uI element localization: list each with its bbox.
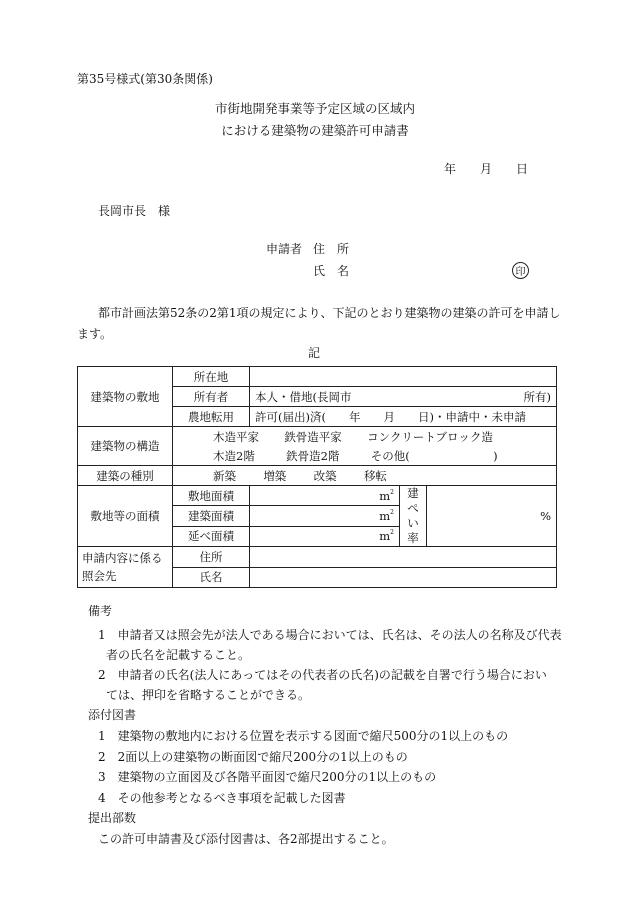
structure-steel-two: 鉄骨造2階 bbox=[286, 448, 340, 463]
type-rebuild: 改築 bbox=[313, 468, 337, 483]
title-line-2: における建築物の建築許可申請書 bbox=[221, 123, 409, 138]
building-area-unit: m bbox=[379, 508, 391, 523]
farmland-value[interactable]: 許可(届出)済( 年 月 日)・申請中・未申請 bbox=[250, 407, 557, 427]
site-area-value[interactable] bbox=[250, 486, 400, 506]
building-area-label: 建築面積 bbox=[173, 506, 250, 526]
contact-header-line-2: 照会先 bbox=[82, 569, 117, 583]
date-day: 日 bbox=[516, 162, 529, 176]
structure-concrete-block: コンクリートブロック造 bbox=[367, 429, 493, 444]
notes-heading: 備考 bbox=[88, 604, 113, 618]
intro-line-1: 都市計画法第52条の2第1項の規定により、下記のとおり建築物の建築の許可を申請し bbox=[98, 306, 561, 320]
addressee: 長岡市長 様 bbox=[98, 204, 171, 218]
applicant-name-label: 氏 名 bbox=[313, 264, 350, 278]
structure-row-1[interactable] bbox=[173, 427, 557, 447]
floor-area-label: 延べ面積 bbox=[173, 526, 250, 546]
type-extension: 増築 bbox=[263, 468, 287, 483]
floor-area-unit: m bbox=[379, 529, 391, 544]
application-table bbox=[77, 366, 557, 588]
structure-wood-single: 木造平家 bbox=[213, 429, 259, 444]
structure-steel-single: 鉄骨造平家 bbox=[284, 429, 342, 444]
note-1-line-2: 者の氏名を記載すること。 bbox=[106, 648, 251, 662]
farmland-label: 農地転用 bbox=[173, 407, 250, 427]
floor-area-unit-sup: 2 bbox=[390, 529, 394, 537]
intro-line-2: ます。 bbox=[77, 327, 113, 341]
owner-value-right: 所有) bbox=[523, 389, 552, 404]
structure-row-2[interactable] bbox=[173, 446, 557, 466]
structure-other-close: ) bbox=[493, 448, 498, 463]
seal-mark: 印 bbox=[512, 262, 529, 279]
applicant-label: 申請者 bbox=[266, 242, 303, 256]
form-number: 第35号様式(第30条関係) bbox=[77, 72, 213, 86]
ki-label: 記 bbox=[308, 346, 321, 360]
note-2-line-1: 2 申請者の氏名(法人にあってはその代表者の氏名)の記載を自署で行う場合におい bbox=[98, 668, 547, 682]
type-new: 新築 bbox=[213, 468, 236, 483]
coverage-value[interactable]: % bbox=[427, 486, 557, 547]
note-1-line-1: 1 申請者又は照会先が法人である場合においては、氏名は、その法人の名称及び代表 bbox=[98, 628, 562, 642]
owner-value-left: 本人・借地(長岡市 bbox=[255, 389, 352, 404]
applicant-address-label: 住 所 bbox=[313, 242, 350, 256]
type-relocation: 移転 bbox=[363, 468, 387, 483]
owner-value[interactable] bbox=[250, 387, 557, 407]
site-area-unit: m bbox=[379, 488, 391, 503]
contact-name-value[interactable] bbox=[250, 567, 557, 588]
contact-address-label: 住所 bbox=[173, 547, 250, 568]
contact-header-line-1: 申請内容に係る bbox=[82, 551, 163, 565]
contact-header bbox=[78, 547, 173, 588]
site-area-label: 敷地面積 bbox=[173, 486, 250, 506]
floor-area-value[interactable] bbox=[250, 526, 400, 546]
copies-text: この許可申請書及び添付図書は、各2部提出すること。 bbox=[98, 832, 394, 846]
attachment-item-1: 1 建築物の敷地内における位置を表示する図面で縮尺500分の1以上のもの bbox=[98, 729, 509, 743]
contact-name-label: 氏名 bbox=[173, 567, 250, 588]
attachment-item-4: 4 その他参考となるべき事項を記載した図書 bbox=[98, 791, 346, 805]
date-month: 月 bbox=[480, 162, 493, 176]
attachment-item-2: 2 2面以上の建築物の断面図で縮尺200分の1以上のもの bbox=[98, 750, 408, 764]
title-line-1: 市街地開発事業等予定区域の区域内 bbox=[214, 101, 415, 116]
site-header: 建築物の敷地 bbox=[78, 367, 173, 427]
structure-header: 建築物の構造 bbox=[78, 427, 173, 466]
structure-wood-two: 木造2階 bbox=[213, 448, 255, 463]
type-header: 建築の種別 bbox=[78, 466, 173, 486]
location-label: 所在地 bbox=[173, 367, 250, 387]
contact-address-value[interactable] bbox=[250, 547, 557, 568]
location-value[interactable] bbox=[250, 367, 557, 387]
structure-other: その他( bbox=[370, 448, 410, 463]
owner-label: 所有者 bbox=[173, 387, 250, 407]
note-2-line-2: ては、押印を省略することができる。 bbox=[106, 688, 311, 702]
attachments-heading: 添付図書 bbox=[88, 708, 137, 722]
attachment-item-3: 3 建築物の立面図及び各階平面図で縮尺200分の1以上のもの bbox=[98, 770, 437, 784]
date-year: 年 bbox=[444, 162, 457, 176]
area-header: 敷地等の面積 bbox=[78, 486, 173, 547]
site-area-unit-sup: 2 bbox=[390, 488, 394, 496]
building-area-value[interactable] bbox=[250, 506, 400, 526]
type-options[interactable] bbox=[173, 466, 557, 486]
building-area-unit-sup: 2 bbox=[390, 508, 394, 516]
copies-heading: 提出部数 bbox=[88, 811, 137, 825]
coverage-label: 建 ぺ い 率 bbox=[400, 486, 427, 547]
